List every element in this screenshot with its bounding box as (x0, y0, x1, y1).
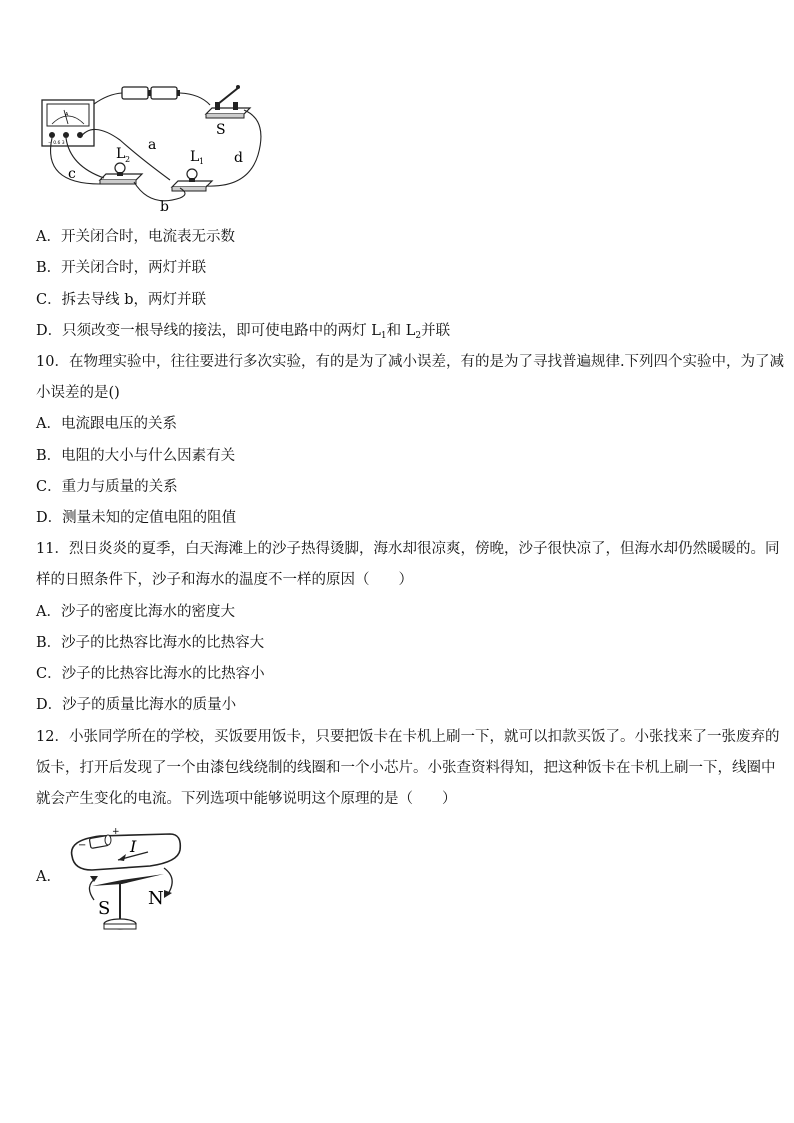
lamp-l2-label: L (116, 146, 126, 162)
lamp-l1-icon (172, 169, 212, 191)
q10-option-c: C．重力与质量的关系 (36, 479, 178, 495)
switch-label: S (216, 122, 226, 138)
q9-option-d-suffix: 并联 (421, 323, 451, 339)
q10-stem-line1: 10．在物理实验中，往往要进行多次实验，有的是为了减小误差，有的是为了寻找普遍规律.下列四个实验中，为了减 (36, 354, 785, 370)
south-pole-label: S (98, 898, 111, 919)
current-label: I (130, 837, 137, 856)
circuit-diagram (30, 80, 270, 215)
svg-text:− 0.6 3: − 0.6 3 (48, 141, 65, 146)
q11-option-a: A．沙子的密度比海水的密度大 (36, 604, 235, 620)
switch-icon (206, 85, 250, 118)
q11-option-b: B．沙子的比热容比海水的比热容大 (36, 635, 265, 651)
q9-option-d-prefix: D．只须改变一根导线的接法，即可使电路中的两灯 L (36, 323, 381, 339)
q10-option-b: B．电阻的大小与什么因素有关 (36, 448, 236, 464)
lamp-l2-subscript: 2 (125, 155, 131, 164)
lamp-l1-label: L (190, 149, 200, 165)
battery-plus-label: + (112, 827, 120, 837)
q9-option-b: B．开关闭合时，两灯并联 (36, 260, 207, 276)
q9-option-c: C．拆去导线 b，两灯并联 (36, 292, 206, 308)
q11-option-c: C．沙子的比热容比海水的比热容小 (36, 666, 265, 682)
lamp-l2-icon (100, 163, 142, 184)
oersted-experiment-diagram (60, 826, 190, 938)
q9-option-d-mid: 和 L (386, 323, 416, 339)
wire-d-label: d (234, 150, 243, 166)
wire-b-label: b (160, 199, 169, 215)
q11-stem-line2: 样的日照条件下，沙子和海水的温度不一样的原因（ ） (36, 572, 413, 588)
q10-stem-line2: 小误差的是() (36, 385, 120, 401)
battery-icon (122, 87, 180, 99)
q11-option-d: D．沙子的质量比海水的质量小 (36, 697, 237, 713)
q10-option-a: A．电流跟电压的关系 (36, 416, 177, 432)
svg-text:A: A (65, 112, 69, 118)
q9-option-d-sub1: 1 (380, 331, 387, 341)
q12-stem-line3: 就会产生变化的电流。下列选项中能够说明这个原理的是（ ） (36, 791, 457, 807)
q11-stem-line1: 11．烈日炎炎的夏季，白天海滩上的沙子热得烫脚，海水却很凉爽，傍晚，沙子很快凉了，但海水却仍然暖暖的。同 (36, 541, 780, 557)
q9-option-a: A．开关闭合时，电流表无示数 (36, 229, 235, 245)
wire-a-label: a (148, 137, 157, 153)
q12-stem-line1: 12．小张同学所在的学校，买饭要用饭卡，只要把饭卡在卡机上刷一下，就可以扣款买饭了。小张找来了一张废弃的 (36, 729, 780, 745)
wire-c-label: c (68, 166, 76, 182)
q12-option-a-label: A． (36, 869, 61, 885)
q10-option-d: D．测量未知的定值电阻的阻值 (36, 510, 237, 526)
north-pole-label: N (148, 888, 164, 909)
lamp-l1-subscript: 1 (199, 157, 205, 166)
q9-option-d (36, 321, 758, 341)
q9-option-d-sub2: 2 (415, 331, 422, 341)
battery-minus-label: − (78, 840, 87, 851)
q12-stem-line2: 饭卡，打开后发现了一个由漆包线绕制的线圈和一个小芯片。小张查资料得知，把这种饭卡在卡机上刷一下，线圈中 (36, 760, 776, 776)
ammeter-icon (42, 100, 94, 146)
